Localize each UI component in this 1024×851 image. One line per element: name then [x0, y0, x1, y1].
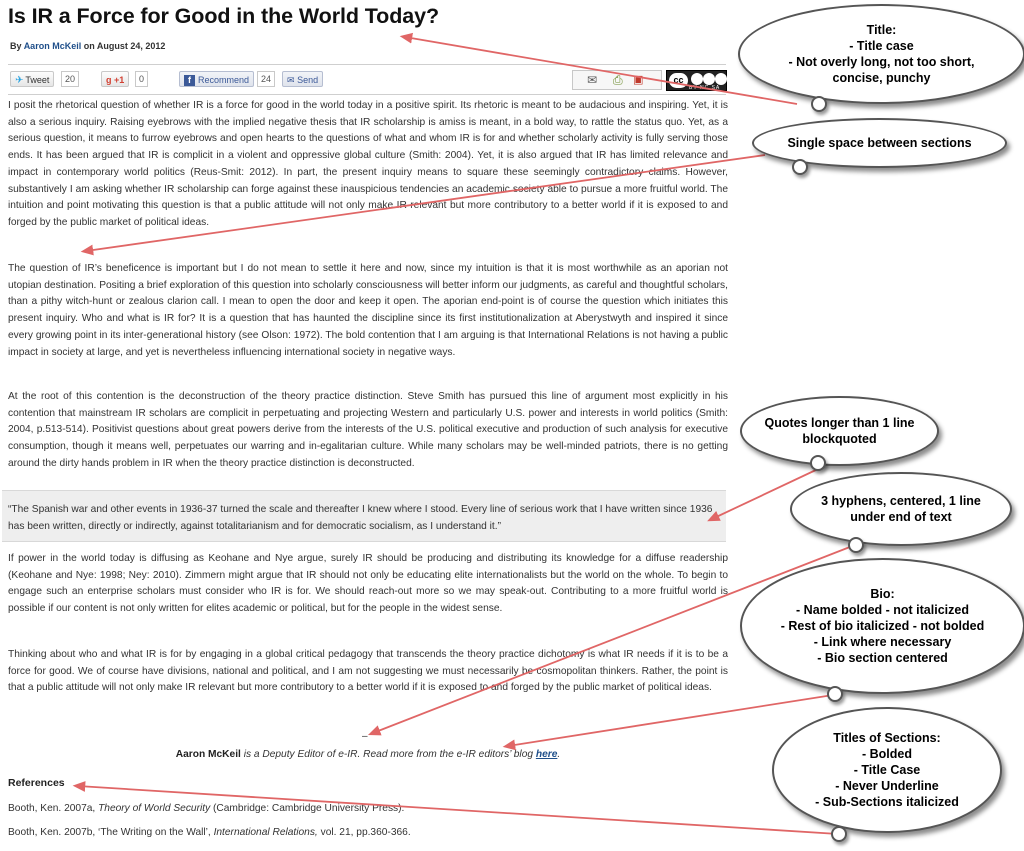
bio-link[interactable]: here [535, 749, 558, 760]
arrow-sections [78, 786, 838, 834]
callout-quotes-text: Quotes longer than 1 line blockquoted [764, 416, 915, 446]
callout-hyphens-text: 3 hyphens, centered, 1 line under end of text [821, 494, 981, 524]
reference-title: Theory of World Security [98, 803, 211, 814]
callout-bio-text: Bio: - Name bolded - not italicized - Rest of bio italicized - not bolded - Link where necessary - Bio section centered [780, 587, 985, 665]
byline-prefix: By [10, 41, 22, 51]
callout-tail [810, 455, 826, 471]
callout-sections [772, 707, 1002, 833]
callout-hyphens [790, 472, 1012, 546]
blockquote: “The Spanish war and other events in 1936-37 turned the scale and thereafter I knew where I stood. Every line of serious work that I have written since 1936 has been written, directly or indirectly, against totalitarianism and for democratic socialism, as I understand it.” [8, 504, 713, 532]
paragraph-2: The question of IR’s beneficence is important but I do not mean to settle it here and now, since my intuition is that it is most worthwhile as an aporian not utopian destination. Positing a brief exploration of this question into scholarly consciousness will better inform our judgments, as careful and thoughtful scholars, than a pithy witch-hunt or zealous clarion call. I mean to open the door and keep it open. The aporian end-point is of course the question which initiates this present inquiry. Who and what is IR for? It is a question that has haunted the discipline since its first institutionalization at Aberystwyth and inspired it since every growing point in its inter-generational history (see Olson: 1972). The bold contention that I am arguing is that International Relations is not having a public impact in society at large, and yet is nevertheless influencing international society in negative ways. [8, 263, 728, 358]
callout-tail [792, 159, 808, 175]
byline-date: on August 24, 2012 [83, 41, 166, 51]
callout-sections-text: Titles of Sections: - Bolded - Title Case - Never Underline - Sub-Sections italicized [815, 731, 959, 809]
bio-name: Aaron McKeil [175, 749, 241, 760]
article-title: Is IR a Force for Good in the World Today? [8, 4, 439, 28]
reference-text: vol. 21, pp.360-366. [317, 827, 411, 838]
email-icon[interactable]: ✉ [587, 73, 598, 87]
callout-quotes [740, 396, 939, 466]
callout-tail [811, 96, 827, 112]
callout-bio [740, 558, 1024, 694]
paragraph-5: Thinking about who and what IR is for by engaging in a global critical pedagogy that transcends the theory practice dichotomy is what IR needs if it is to be a force for good. We of course have divisions, national and political, and I am not suggesting we must necessarily be cosmopolitan thinkers. Rather, the point is that a public attitude will not only make IR relevant but more contributory to a better world if it is exposed to and forged by the public market of political ideas. [8, 649, 728, 694]
reference-text: Booth, Ken. 2007b, ‘The Writing on the Wall’, [8, 827, 214, 838]
reference-text: Booth, Ken. 2007a, [8, 803, 99, 814]
pdf-icon[interactable]: ▣ [633, 74, 644, 86]
references-heading: References [8, 777, 65, 789]
arrow-spacing [86, 155, 765, 251]
section-separator: – [362, 731, 368, 742]
callout-title [738, 4, 1024, 104]
send-icon: ✉ [287, 75, 295, 85]
print-icon[interactable]: ⎙ [613, 73, 623, 87]
gplus-label: +1 [114, 75, 125, 85]
gplus-count: 0 [135, 71, 148, 87]
arrow-bio [508, 695, 833, 746]
paragraph-4: If power in the world today is diffusing as Keohane and Nye argue, surely IR should be producing and distributing its knowledge for a diffuse readership (Keohane and Nye: 1998; Ney: 2010). Zimmern might argue that IR should not only be educating elite internationalists but the world on the whole. To begin to engage such an enterprise scholars must consider who IR is for. We should reach-out more so we may speak-out. Contributing to a more fruitful world is possible if our content is not only written for elites academic or political, but for the people in the widest sense. [8, 553, 728, 615]
bio-text: is a Deputy Editor of e-IR. Read more from the e-IR editors’ blog [240, 749, 536, 760]
callout-spacing-text: Single space between sections [787, 136, 972, 150]
recommend-label: Recommend [198, 75, 250, 85]
callout-tail [848, 537, 864, 553]
callout-tail [831, 826, 847, 842]
tweet-count: 20 [61, 71, 79, 87]
tweet-label: Tweet [25, 75, 50, 85]
cc-terms: BY NC SA [689, 85, 721, 91]
callout-tail [827, 686, 843, 702]
twitter-bird-icon: ✈ [15, 75, 24, 86]
paragraph-3: At the root of this contention is the deconstruction of the theory practice distinction. Steve Smith has pursued this line of argument most explicitly in his contention that mainstream IR scholars are complicit in perpetuating and projecting Western and particularly U.S. power and interests in world politics (Smith: 2004, p.513-514). Positivist questions about great powers derive from the interests of the U.S. political executive and production of such analysis for executive consumption, though it means well, perpetuates our warring and in-egalitarian culture. While many scholars may be well-minded patriots, there is no getting around the dirty hands problem in IR when the theory practice distinction is deconstructed. [8, 391, 728, 469]
gplus-icon: g [106, 75, 112, 85]
author-link[interactable]: Aaron McKeil [23, 41, 82, 51]
paragraph-1: I posit the rhetorical question of whether IR is a force for good in the world today in a positive spirit. Its rhetoric is meant to be audacious and inspiring. Yet, it is also a serious inquiry. Raising eyebrows with the implied negative thesis that IR scholarship is amiss is meant, in a bold way, to rattle the status quo. Yet, as a serious question, it means to furrow eyebrows and open hearts to the questions of what and whom IR is for and whether scholarly activity is fully serving those ends. It has been argued that IR is complicit in a violent and oppressive global culture (Smith: 2004). Yet, it is also argued that IR has limited relevance and impact in contemporary world politics (Reus-Smit: 2012). In part, the present inquiry means to square these seemingly contradictory claims. However, substantively I am asking whether IR scholarship can forge against these inauspicious tendencies an academic society able to pursue a more fruitful world. The intuition and point motivating this question is that a public attitude will not only make IR relevant but more contributory to a better world if it is exposed to and forged by the public market of political ideas. [8, 100, 728, 228]
bio-end: . [557, 749, 561, 760]
send-label: Send [297, 75, 319, 85]
recommend-count: 24 [257, 71, 275, 87]
reference-title: International Relations, [213, 827, 318, 838]
callout-spacing [752, 118, 1007, 168]
reference-text: (Cambridge: Cambridge University Press). [210, 803, 405, 814]
cc-logo-icon: cc [669, 73, 688, 88]
facebook-icon: f [184, 75, 195, 86]
callout-title-text: Title: - Title case - Not overly long, not too short, concise, punchy [788, 23, 975, 85]
